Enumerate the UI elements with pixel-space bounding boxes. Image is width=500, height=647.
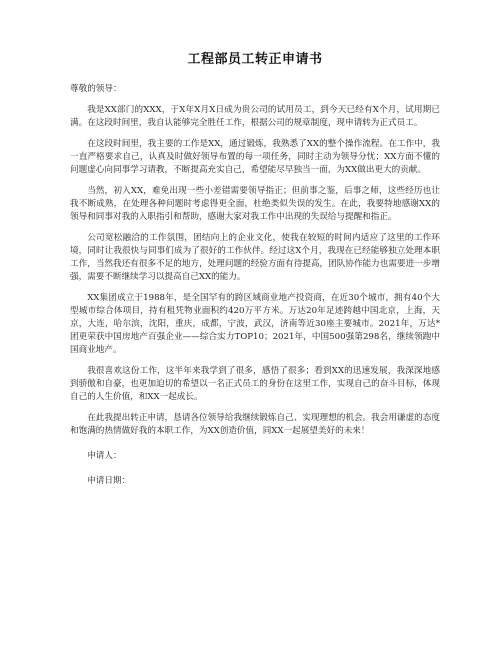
paragraph-7: 在此我提出转正申请，恳请各位领导给我继续锻炼自己、实现理想的机会。我会用谦虚的态度和饱满的热情做好我的本职工作，为XX创造价值，同XX一起展望美好的未来！: [70, 413, 440, 436]
applicant-label: 申请人：: [87, 451, 122, 461]
paragraph-4: 公司宽松融洽的工作氛围，团结向上的企业文化，使我在较短的时间内适应了这里的工作环境，同时让我很快与同事们成为了很好的工作伙伴。经过这X个月，我现在已经能够独立处理本职工作，当然我还有很多不足的地方，处理问题的经验方面有待提高，团队协作能力也需要进一步增强，需要不断继续学习以提高自己XX的能力。: [70, 233, 440, 282]
date-label: 申请日期：: [87, 476, 131, 486]
document-title: 工程部员工转正申请书: [187, 52, 323, 67]
paragraph-5: XX集团成立于1988年，是全国罕有的跨区域商业地产投资商，在近30个城市，拥有40个大型城市综合体项目，持有租凭物业面积约420万平方米。万达20年足迹跨越中国北京，上海，天京，大连，哈尔滨，沈阳，重庆，成都，宁波，武汉，济南等近30座主要城市。2021年，万达*团更荣获中国房地产百强企业——综合实力TOP10；2021年，中国500强第298名，继续领跑中国商业地产。: [70, 293, 440, 355]
paragraph-3: 当然，初入XX，难免出现一些小差错需要领导指正；但前事之鉴，后事之师，这些经历也让我不断成熟，在处理各种问题时考虑得更全面，杜绝类似失误的发生。在此，我要特地感谢XX的领导和同事对我的入职指引和帮助，感谢大家对我工作中出现的失误给与提醒和指正。: [70, 186, 440, 222]
paragraph-6: 我很喜欢这份工作，这半年来我学到了很多，感悟了很多；看到XX的迅速发展，我深深地感到骄傲和自豪，也更加迫切的希望以一名正式员工的身份在这里工作，实现自己的奋斗目标，体现自己的人生价值，和XX一起成长。: [70, 366, 440, 402]
paragraph-2: 在这段时间里，我主要的工作是XX，通过锻炼，我熟悉了XX的整个操作流程。在工作中，我一直严格要求自己，认真及时做好领导布置的每一项任务，同时主动为领导分忧；XX方面不懂的问题虚心向同事学习请教，不断提高充实自己，希望能尽早独当一面，为XX做出更大的贡献。: [70, 139, 440, 175]
paragraph-1: 我是XX部门的XXX，于X年X月X日成为贵公司的试用员工，到今天已经有X个月，试用期已满。在这段时间里，我自认能够完全胜任工作，根据公司的规章制度，现申请转为正式员工。: [70, 105, 440, 128]
salutation: 尊敬的领导：: [70, 84, 122, 94]
